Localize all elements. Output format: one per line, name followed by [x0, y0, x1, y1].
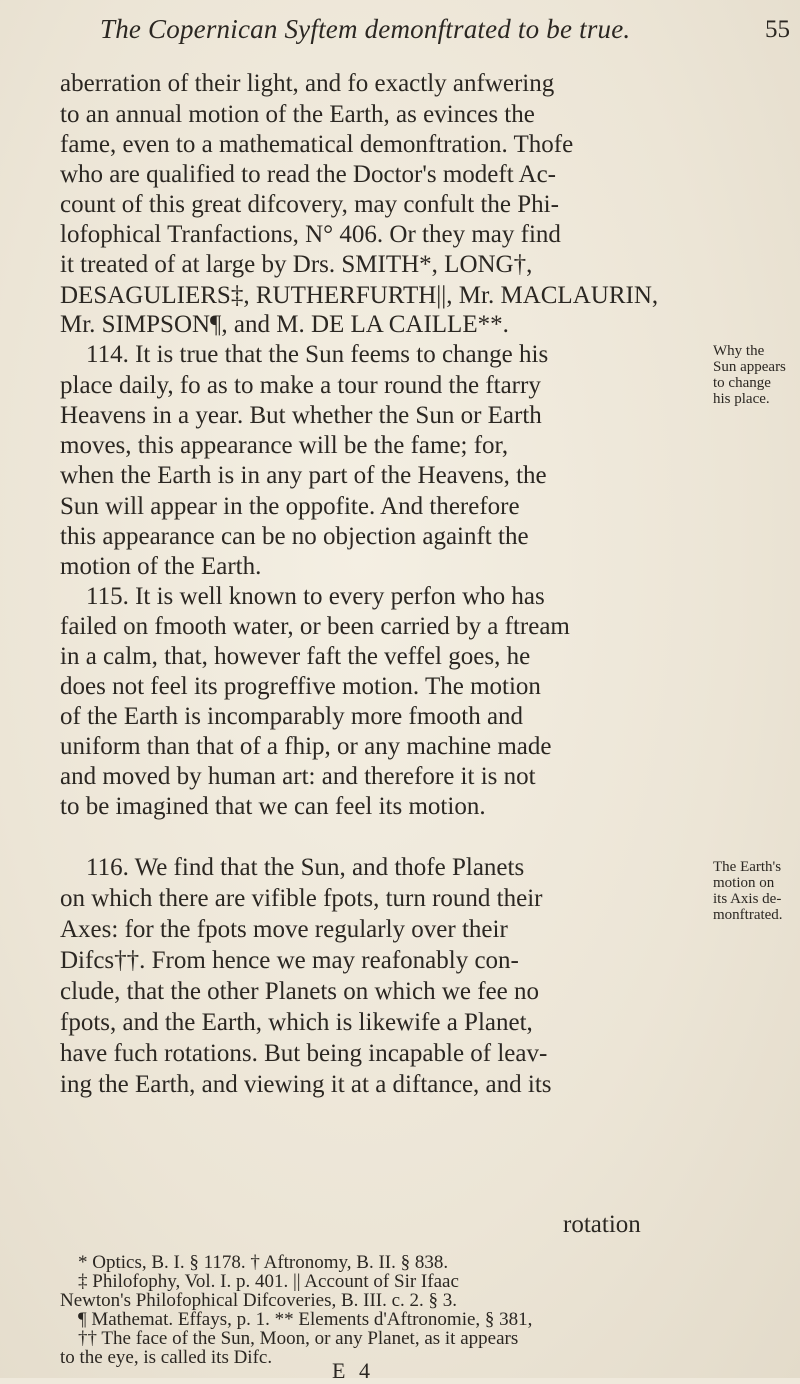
text-line: who are qualified to read the Doctor's modeft Ac-	[60, 161, 556, 188]
text-line: aberration of their light, and fo exactly anfwering	[60, 70, 555, 97]
catchword: rotation	[563, 1211, 641, 1238]
text-line: ing the Earth, and viewing it at a diftance, and its	[60, 1071, 552, 1098]
text-line: have fuch rotations. But being incapable of leav-	[60, 1040, 548, 1067]
text-line: uniform than that of a fhip, or any machine made	[60, 733, 552, 760]
margin-note-earth-axis	[713, 859, 798, 923]
text-line: Sun will appear in the oppofite. And therefore	[60, 493, 520, 520]
text-line: 115. It is well known to every perfon who has	[86, 583, 545, 610]
text-line: Difcs††. From hence we may reafonably con-	[60, 947, 519, 974]
margin-note-line: monftrated.	[713, 907, 783, 923]
margin-note-line: motion on	[713, 875, 775, 891]
footnote-line: †† The face of the Sun, Moon, or any Planet, as it appears	[78, 1328, 519, 1349]
text-line: place daily, fo as to make a tour round the ftarry	[60, 372, 541, 399]
margin-note-line: Sun appears	[713, 359, 786, 375]
text-line: of the Earth is incomparably more fmooth and	[60, 703, 524, 730]
text-line: 116. We find that the Sun, and thofe Planets	[86, 854, 525, 881]
text-line: moves, this appearance will be the fame; for,	[60, 432, 509, 459]
text-line: Mr. SIMPSON¶, and M. DE LA CAILLE**.	[60, 311, 509, 338]
signature-mark: E 4	[332, 1358, 374, 1383]
running-head: The Copernican Syftem demonftrated to be true.	[100, 14, 631, 44]
footnote-line: to the eye, is called its Difc.	[60, 1347, 273, 1368]
text-line: and moved by human art: and therefore it is not	[60, 763, 536, 790]
text-line: failed on fmooth water, or been carried by a ftream	[60, 613, 570, 640]
footnote-line: Newton's Philofophical Difcoveries, B. III. c. 2. § 3.	[60, 1290, 458, 1311]
margin-note-line: The Earth's	[713, 859, 782, 875]
text-line: it treated of at large by Drs. SMITH*, LONG†,	[60, 251, 533, 278]
text-line: count of this great difcovery, may confult the Phi-	[60, 191, 559, 218]
footnote-line: ‡ Philofophy, Vol. I. p. 401. || Account of Sir Ifaac	[78, 1271, 459, 1292]
footnote-line: * Optics, B. I. § 1178. † Aftronomy, B. II. § 838.	[78, 1252, 449, 1273]
text-line: Axes: for the fpots move regularly over their	[60, 916, 508, 943]
margin-note-sun-place	[713, 343, 798, 407]
text-line: on which there are vifible fpots, turn round their	[60, 885, 543, 912]
text-line: this appearance can be no objection againft the	[60, 523, 529, 550]
text-line: clude, that the other Planets on which we fee no	[60, 978, 540, 1005]
text-line: to an annual motion of the Earth, as evinces the	[60, 101, 535, 128]
text-line: does not feel its progreffive motion. The motion	[60, 673, 541, 700]
text-line: when the Earth is in any part of the Heavens, the	[60, 462, 547, 489]
text-line: in a calm, that, however faft the veffel goes, he	[60, 643, 531, 670]
text-line: fpots, and the Earth, which is likewife a Planet,	[60, 1009, 533, 1036]
text-line: 114. It is true that the Sun feems to change his	[86, 341, 549, 368]
text-line: lofophical Tranfactions, N° 406. Or they may find	[60, 221, 561, 248]
page-number: 55	[765, 16, 790, 43]
margin-note-line: to change	[713, 375, 771, 391]
margin-note-line: Why the	[713, 343, 765, 359]
text-line: motion of the Earth.	[60, 553, 262, 580]
footnote-line: ¶ Mathemat. Effays, p. 1. ** Elements d'Aftronomie, § 381,	[78, 1309, 533, 1330]
text-line: to be imagined that we can feel its motion.	[60, 793, 486, 820]
text-line: fame, even to a mathematical demonftration. Thofe	[60, 131, 574, 158]
margin-note-line: his place.	[713, 391, 770, 407]
text-line: Heavens in a year. But whether the Sun or Earth	[60, 402, 542, 429]
text-line: DESAGULIERS‡, RUTHERFURTH||, Mr. MACLAURIN,	[60, 282, 659, 309]
margin-note-line: its Axis de-	[713, 891, 782, 907]
